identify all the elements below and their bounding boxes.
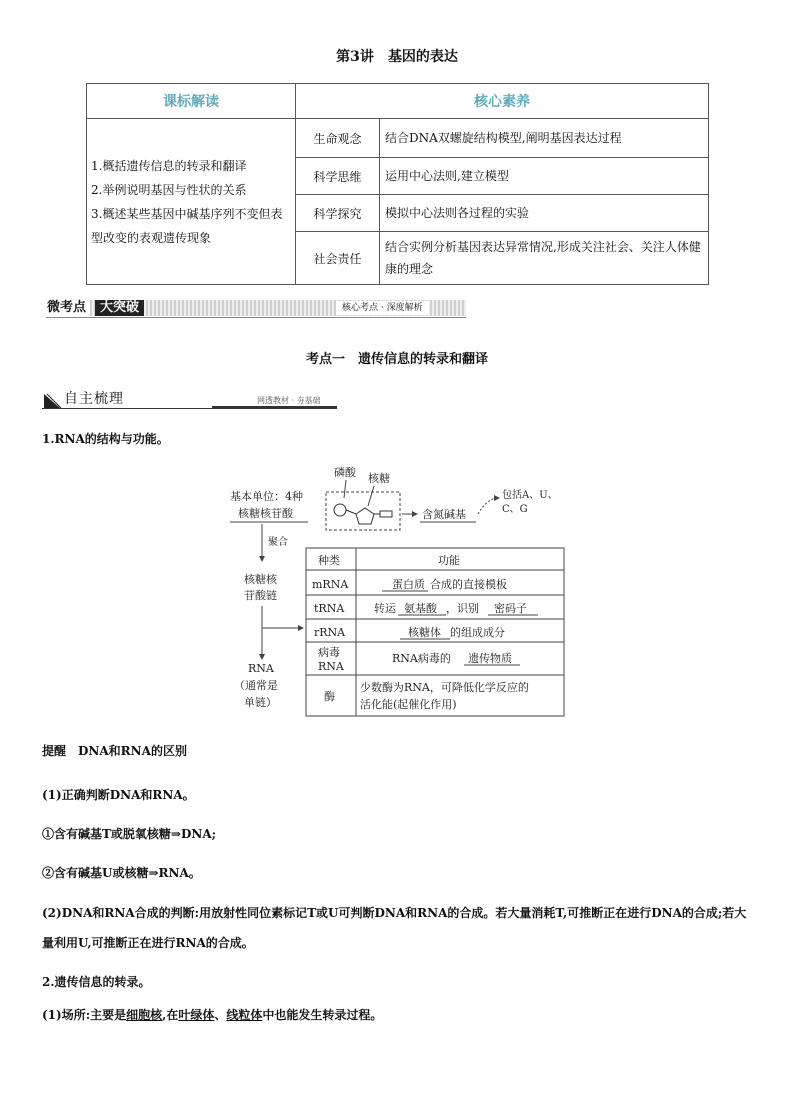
mrna-fill: 蛋白质 [392,578,425,591]
banner-highlight: 大突破 [95,300,144,316]
banner-right-text: 核心考点 · 深度解析 [336,301,429,315]
base-label: 含氮碱基 [422,508,466,521]
type-trna: tRNA [314,602,345,615]
phosphate-label: 磷酸 [334,466,356,479]
mrna-rest: 合成的直接模板 [430,578,507,591]
item-2-heading: 2.遗传信息的转录。 [42,975,151,989]
item-2-1-mid1: ,在 [162,1008,179,1022]
trna-fill-1: 氨基酸 [404,602,437,615]
literacy-desc: 结合实例分析基因表达异常情况,形成关注社会、关注人体健康的理念 [380,232,709,285]
blank-chloroplast: 叶绿体 [178,1008,215,1022]
table-header-function: 功能 [438,554,460,567]
rna-label-line1: RNA [248,662,274,675]
unit-label-line2: 核糖核苷酸 [238,507,293,520]
rrna-fill: 核糖体 [408,626,441,639]
arrow-head-icon [412,511,418,517]
literacy-desc: 模拟中心法则各过程的实验 [380,195,709,232]
banner-left-text: 微考点 [46,300,90,316]
reminder-heading: 提醒 DNA和RNA的区别 [42,744,187,758]
ribose-pointer [368,486,374,506]
banner-underline [46,317,466,318]
header-core-literacy: 核心素养 [296,84,709,119]
self-study-subtitle: 网透教材 · 夯基础 [257,396,321,405]
curriculum-item-2: 2.举例说明基因与性状的关系 [91,182,247,197]
includes-line1: 包括A、U、 [502,490,558,501]
literacy-category: 科学探究 [296,195,380,232]
phosphate-pointer [344,480,346,498]
ribose-pentagon-icon [356,508,374,524]
includes-line2: C、G [502,504,528,515]
lesson-title: 第3讲 基因的表达 [336,49,458,65]
self-study-header [42,388,342,410]
rrna-rest: 的组成成分 [450,626,505,639]
phosphate-circle [334,504,346,516]
trna-mid: ，识别 [446,602,479,615]
type-rrna: rRNA [314,626,346,639]
self-study-rule [42,408,337,409]
reminder-1: (1)正确判断DNA和RNA。 [42,788,195,802]
chain-label-line1: 核糖核 [244,573,277,586]
enzyme-line2: 活化能(起催化作用) [360,698,457,711]
table-header-type: 种类 [318,554,340,567]
literacy-category: 科学思维 [296,158,380,195]
item-1-heading: 1.RNA的结构与功能。 [42,432,169,446]
ribose-label: 核糖 [368,472,390,485]
chain-label-line2: 苷酸链 [244,589,277,602]
standards-table [86,83,709,285]
curriculum-items [87,119,296,285]
rna-function-table [306,548,564,716]
header-curriculum: 课标解读 [87,84,296,119]
type-virus-line2: RNA [318,660,344,673]
arrow-head-icon [494,495,500,501]
includes-pointer [478,498,496,514]
reminder-1a: ①含有碱基T或脱氧核糖⇒DNA; [42,827,217,841]
rna-label-line3: 单链） [244,696,277,709]
rna-structure-diagram [222,460,572,720]
polymerize-label: 聚合 [268,537,288,548]
item-2-1-pre: (1)场所:主要是 [42,1008,127,1022]
blank-mitochondria: 线粒体 [226,1008,263,1022]
item-2-1 [42,1006,382,1023]
rna-label-line2: （通常是 [234,679,278,692]
type-enzyme: 酶 [324,690,335,703]
trna-pre: 转运 [374,602,396,615]
blank-nucleus: 细胞核 [126,1008,163,1022]
arrow-head-icon [259,654,265,660]
literacy-category: 生命观念 [296,119,380,158]
reminder-2: (2)DNA和RNA合成的判断:用放射性同位素标记T或U可判断DNA和RNA的合成。若大量消耗T,可推断正在进行DNA的合成;若大量利用U,可推断正在进行RNA的合成。 [42,906,747,950]
corner-triangle-icon [42,390,62,410]
literacy-desc: 结合DNA双螺旋结构模型,阐明基因表达过程 [380,119,709,158]
curriculum-item-1: 1.概括遗传信息的转录和翻译 [91,158,247,173]
type-virus-line1: 病毒 [318,646,340,659]
arrow-head-icon [298,625,304,631]
virus-fill: 遗传物质 [468,652,512,665]
phosphate-bond [346,510,356,514]
section-banner [46,300,466,316]
section-title: 考点一 遗传信息的转录和翻译 [305,352,488,367]
self-study-label: 自主梳理 [64,391,124,407]
type-mrna: mRNA [312,578,349,591]
enzyme-line1: 少数酶为RNA，可降低化学反应的 [360,681,529,694]
unit-label-line1: 基本单位：4种 [230,490,303,503]
literacy-desc: 运用中心法则,建立模型 [380,158,709,195]
arrow-head-icon [259,556,265,562]
item-2-1-mid2: 、 [214,1008,227,1022]
item-2-1-post: 中也能发生转录过程。 [262,1008,383,1022]
curriculum-item-3: 3.概述某些基因中碱基序列不变但表型改变的表观遗传现象 [91,206,283,245]
virus-pre: RNA病毒的 [392,652,451,665]
reminder-1b: ②含有碱基U或核糖⇒RNA。 [42,866,201,880]
literacy-category: 社会责任 [296,232,380,285]
base-rect-icon [380,511,392,517]
self-study-rule-bold [212,406,337,408]
trna-fill-2: 密码子 [494,602,527,615]
